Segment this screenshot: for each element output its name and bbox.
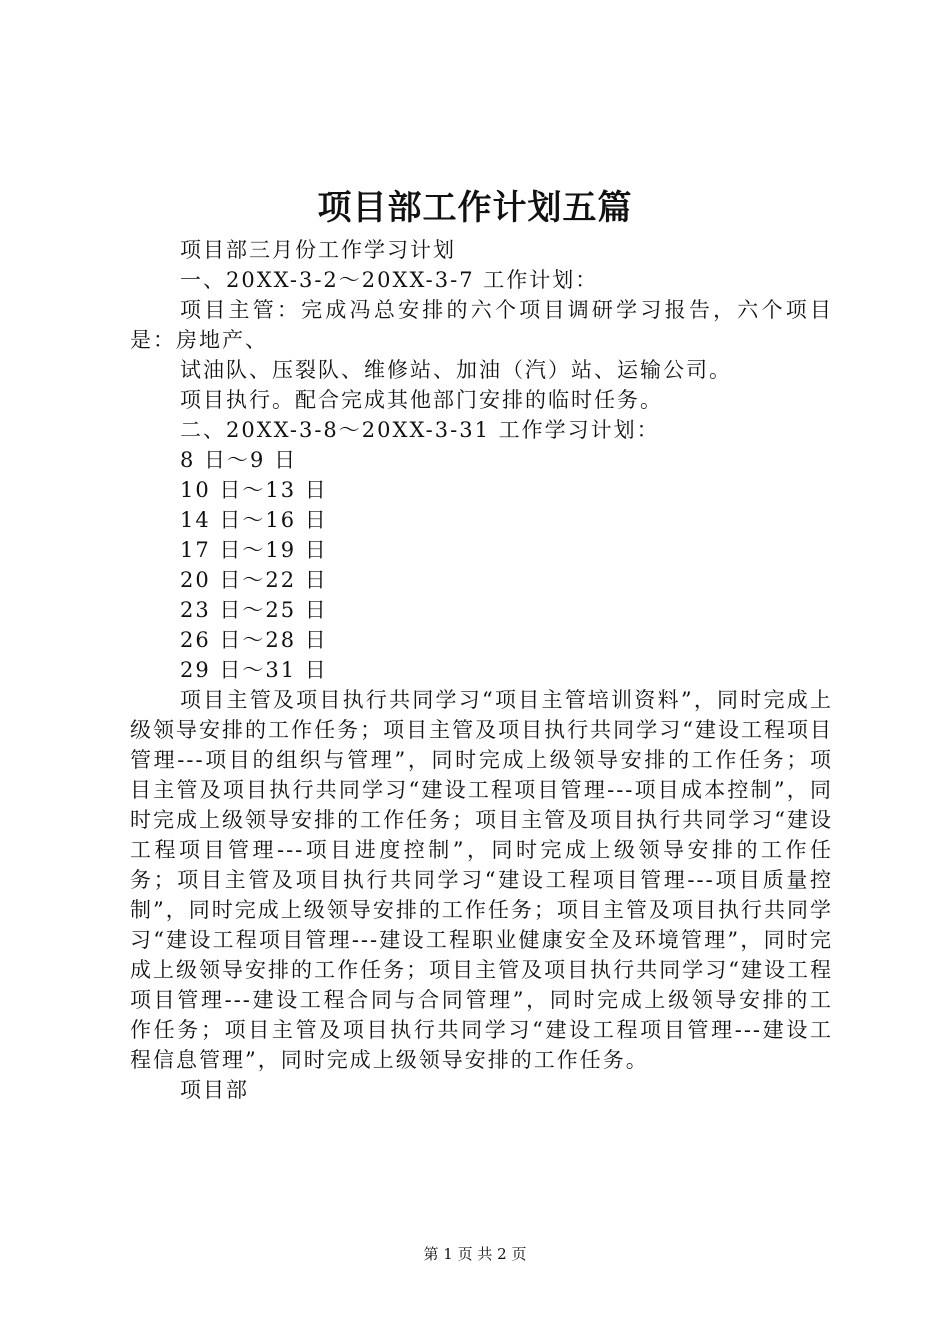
manager-task-paragraph: 项目主管：完成冯总安排的六个项目调研学习报告，六个项目是：房地产、 xyxy=(130,298,833,352)
project-list-line: 试油队、压裂队、维修站、加油（汽）站、运输公司。 xyxy=(180,358,732,382)
date-range-item: 10 日～13 日 xyxy=(180,478,328,502)
study-plan-paragraph: 项目主管及项目执行共同学习“项目主管培训资料”，同时完成上级领导安排的工作任务；项目主管及项目执行共同学习“建设工程项目管理---项目的组织与管理”，同时完成上级领导安排的工作任务；项目主管及项目执行共同学习“建设工程项目管理---项目成本控制”，同时完成上级领导安排的工作任务；项目主管及项目执行共同学习“建设工程项目管理---项目进度控制”，同时完成上级领导安排的工作任务；项目主管及项目执行共同学习“建设工程项目管理---项目质量控制”，同时完成上级领导安排的工作任务；项目主管及项目执行共同学习“建设工程项目管理---建设工程职业健康安全及环境管理”，同时完成上级领导安排的工作任务；项目主管及项目执行共同学习“建设工程项目管理---建设工程合同与合同管理”，同时完成上级领导安排的工作任务；项目主管及项目执行共同学习“建设工程项目管理---建设工程信息管理”，同时完成上级领导安排的工作任务。 xyxy=(130,688,833,1072)
signature-line: 项目部 xyxy=(180,1078,249,1102)
date-range-item: 20 日～22 日 xyxy=(180,568,328,592)
page-footer: 第 1 页 共 2 页 xyxy=(423,1245,527,1263)
date-range-item: 14 日～16 日 xyxy=(180,508,328,532)
section-one-heading: 一、20XX-3-2～20XX-3-7 工作计划： xyxy=(180,268,599,292)
date-range-item: 23 日～25 日 xyxy=(180,598,328,622)
document-body xyxy=(130,235,833,1105)
date-range-item: 29 日～31 日 xyxy=(180,658,328,682)
plan-heading: 项目部三月份工作学习计划 xyxy=(180,238,456,262)
date-range-item: 26 日～28 日 xyxy=(180,628,328,652)
executive-task-line: 项目执行。配合完成其他部门安排的临时任务。 xyxy=(180,388,663,412)
date-range-item: 17 日～19 日 xyxy=(180,538,328,562)
document-title: 项目部工作计划五篇 xyxy=(317,188,633,228)
section-two-heading: 二、20XX-3-8～20XX-3-31 工作学习计划： xyxy=(180,418,660,442)
date-range-item: 8 日～9 日 xyxy=(180,448,298,472)
